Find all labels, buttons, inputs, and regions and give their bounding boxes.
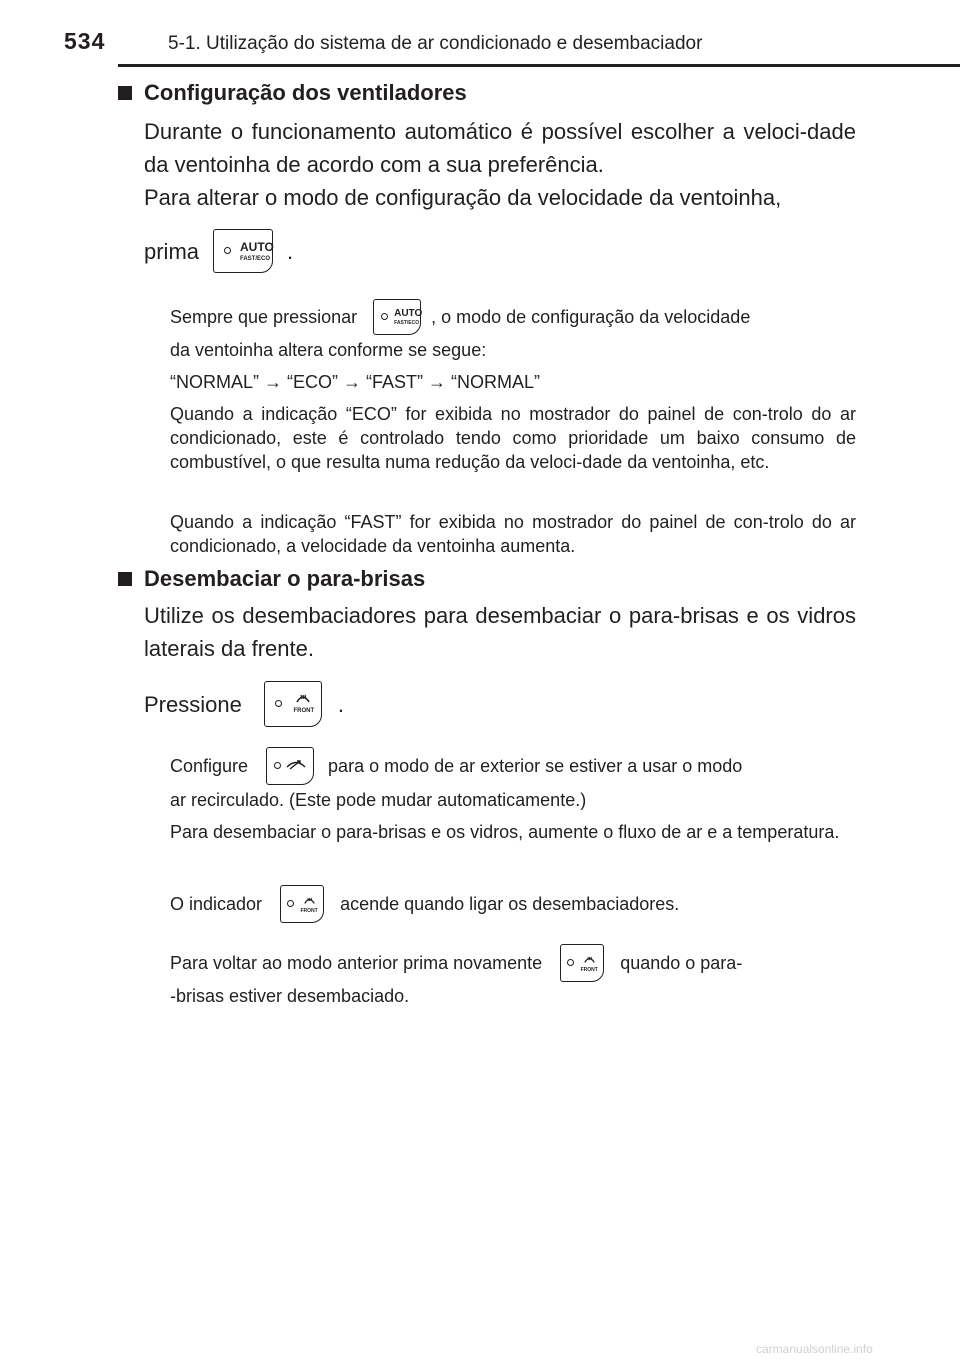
note-press-cycle-line2: da ventoinha altera conforme se segue: — [170, 340, 487, 360]
fast-note: Quando a indicação “FAST” for exibida no mostrador do painel de con-trolo do ar condicionado, a velocidade da ventoinha aumenta. — [170, 512, 856, 556]
front-defroster-button-icon: FRONT — [280, 885, 324, 923]
press-label: prima — [144, 238, 200, 264]
auto-fast-eco-button-icon: AUTO FAST/ECO — [373, 299, 421, 335]
square-bullet-icon — [118, 86, 132, 100]
heading-text: Desembaciar o para-brisas — [144, 566, 426, 591]
heading-text: Configuração dos ventiladores — [144, 80, 467, 105]
fan-mode-cycle: “NORMAL” → “ECO” → “FAST” → “NORMAL” — [170, 372, 540, 392]
press-front-line: Pressione FRONT . — [144, 678, 856, 730]
auto-fast-eco-button-icon: AUTO FAST/ECO — [213, 229, 273, 273]
press-auto-line — [144, 226, 856, 276]
fan-intro-paragraph: Durante o funcionamento automático é possível escolher a veloci-dade da ventoinha de acordo com a sua preferência. — [144, 119, 856, 177]
front-defroster-button-icon: FRONT — [560, 944, 604, 982]
note-outside-air: Configure para o modo de ar exterior se estiver a usar o modo — [170, 745, 856, 787]
page-number: 534 — [64, 28, 106, 54]
note-return-mode: Para voltar ao modo anterior prima novamente FRONT quando o para- — [170, 943, 856, 983]
fan-mode-paragraph: Para alterar o modo de configuração da velocidade da ventoinha, — [144, 185, 782, 210]
note-return-mode-line2: -brisas estiver desembaciado. — [170, 986, 410, 1006]
page-header — [0, 0, 960, 68]
heading-defrost-windshield — [118, 566, 425, 592]
watermark: carmanualsonline.info — [756, 1342, 873, 1356]
note-indicator: O indicador FRONT acende quando ligar os desembaciadores. — [170, 884, 856, 924]
front-defroster-button-icon: FRONT — [264, 681, 322, 727]
heading-fan-settings — [118, 80, 467, 106]
square-bullet-icon — [118, 572, 132, 586]
header-divider — [118, 64, 960, 67]
defrost-intro-paragraph: Utilize os desembaciadores para desembaciar o para-brisas e os vidros laterais da frente. — [144, 603, 856, 661]
outside-air-button-icon — [266, 747, 314, 785]
eco-note: Quando a indicação “ECO” for exibida no mostrador do painel de con-trolo do ar condicionado, este é controlado tendo como prioridade um baixo consumo de combustível, o que resulta numa redução da veloci-dade da ventoinha, etc. — [170, 404, 856, 472]
section-title: 5-1. Utilização do sistema de ar condicionado e desembaciador — [168, 33, 703, 54]
note-outside-air-line2: ar recirculado. (Este pode mudar automaticamente.) — [170, 790, 587, 810]
note-press-cycle: Sempre que pressionar AUTO FAST/ECO , o modo de configuração da velocidade — [170, 296, 856, 338]
press-period: . — [287, 238, 294, 264]
note-airflow-temperature: Para desembaciar o para-brisas e os vidros, aumente o fluxo de ar e a temperatura. — [170, 822, 840, 842]
